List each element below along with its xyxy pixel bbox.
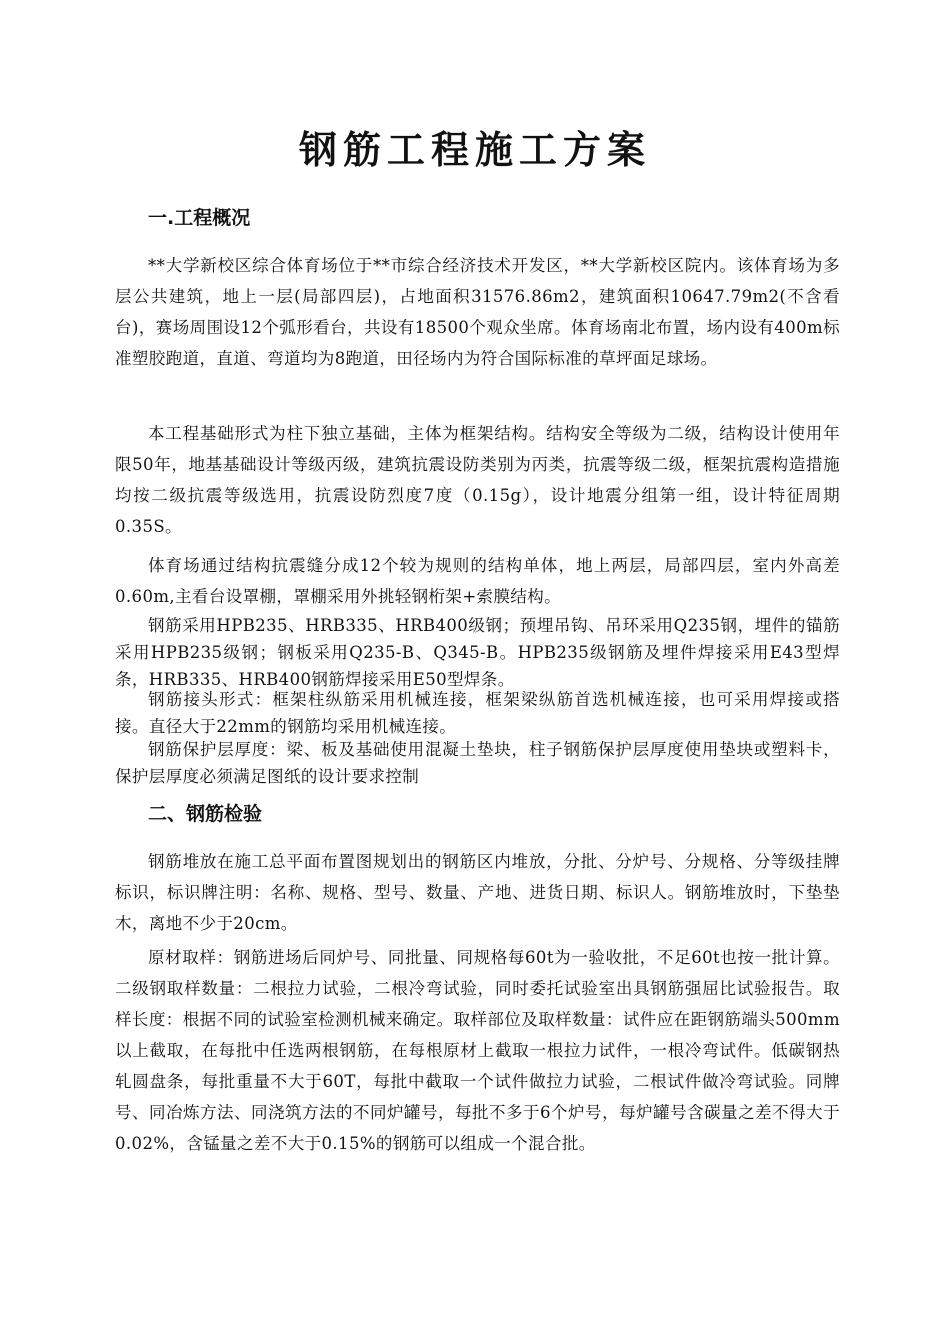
document-title: 钢筋工程施工方案 [298,127,651,172]
paragraph-structure-type: 本工程基础形式为柱下独立基础，主体为框架结构。结构安全等级为二级，结构设计使用年限50年，地基基础设计等级丙级，建筑抗震设防类别为丙类，抗震等级二级，框架抗震构造措施均按二级抗震等级选用，抗震设防烈度7度（0.15g），设计地震分组第一组，设计特征周期0.35S。 [115,424,840,536]
paragraph-sampling: 原材取样：钢筋进场后同炉号、同批量、同规格每60t为一验收批，不足60t也按一批计算。二级钢取样数量：二根拉力试验，二根冷弯试验，同时委托试验室出具钢筋强屈比试验报告。取样长度：根据不同的试验室检测机械来确定。取样部位及取样数量：试件应在距钢筋端头500mm以上截取，在每批中任选两根钢筋，在每根原材上截取一根拉力试件，一根冷弯试件。低碳钢热轧圆盘条，每批重量不大于60T，每批中截取一个试件做拉力试验，二根试件做冷弯试验。同牌号、同冶炼方法、同浇筑方法的不同炉罐号，每批不多于6个炉号，每炉罐号含碳量之差不得大于0.02%，含锰量之差不大于0.15%的钢筋可以组成一个混合批。 [115,948,840,1153]
section-heading-inspection: 二、钢筋检验 [148,803,263,825]
paragraph-steel-storage: 钢筋堆放在施工总平面布置图规划出的钢筋区内堆放，分批、分炉号、分规格、分等级挂牌标识，标识牌注明：名称、规格、型号、数量、产地、进货日期、标识人。钢筋堆放时，下垫垫木，离地不少于20cm。 [115,852,840,933]
paragraph-joint-types: 钢筋接头形式：框架柱纵筋采用机械连接，框架梁纵筋首选机械连接，也可采用焊接或搭接。直径大于22mm的钢筋均采用机械连接。 [115,690,840,736]
paragraph-structural-units: 体育场通过结构抗震缝分成12个较为规则的结构单体，地上两层，局部四层，室内外高差0.60m,主看台设罩棚，罩棚采用外挑轻钢桁架+索膜结构。 [115,556,840,606]
paragraph-project-overview: **大学新校区综合体育场位于**市综合经济技术开发区，**大学新校区院内。该体育场为多层公共建筑，地上一层(局部四层)，占地面积31576.86m2，建筑面积10647.79m2(不含看台)，赛场周围设12个弧形看台，共设有18500个观众坐席。体育场南北布置，场内设有400m标准塑胶跑道，直道、弯道均为8跑道，田径场内为符合国际标准的草坪面足球场。 [115,256,840,368]
section-heading-overview: 一.工程概况 [148,207,251,229]
paragraph-steel-grades: 钢筋采用HPB235、HRB335、HRB400级钢；预埋吊钩、吊环采用Q235钢，埋件的锚筋采用HPB235级钢；钢板采用Q235-B、Q345-B。HPB235级钢筋及埋件焊接采用E43型焊条，HRB335、HRB400钢筋焊接采用E50型焊条。 [115,616,840,689]
paragraph-cover-thickness: 钢筋保护层厚度：梁、板及基础使用混凝土垫块，柱子钢筋保护层厚度使用垫块或塑料卡，保护层厚度必须满足图纸的设计要求控制 [115,740,840,786]
